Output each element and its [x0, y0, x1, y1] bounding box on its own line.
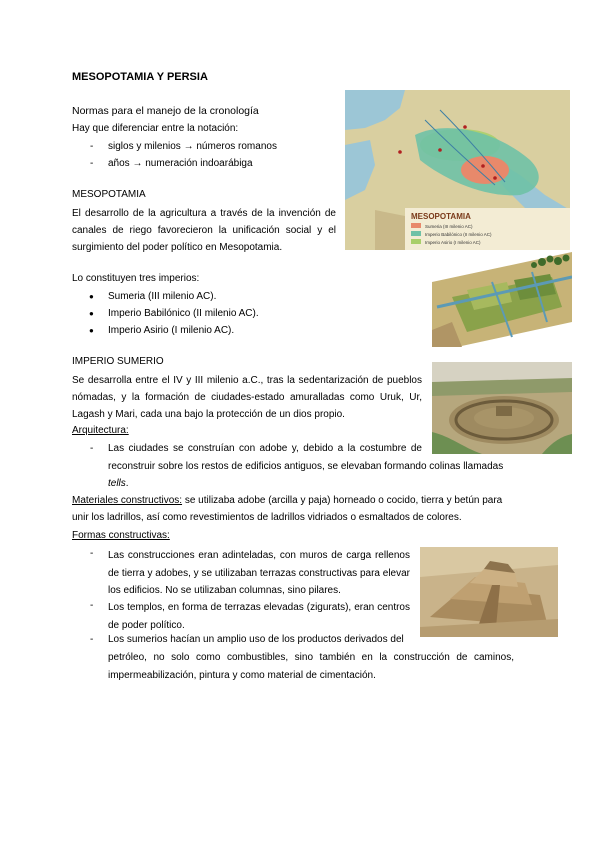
list-item: Las construcciones eran adinteladas, con muros de carga rellenos de tierra y adobes, y se utilizaban terrazas constructivas para elevar los edificios. No se utilizaban columnas, sino pilares.: [108, 550, 410, 596]
list-dash: -: [90, 634, 94, 645]
list-dash: -: [90, 600, 94, 611]
irrigation-canals-illustration: [432, 252, 572, 347]
forms-item3-line1: Los sumerios hacían un amplio uso de los productos derivados del: [108, 634, 404, 645]
forms-item3-line3: impermeabilización, pintura y como material de cimentación.: [108, 670, 376, 681]
materials-label: Materiales constructivos:: [72, 495, 183, 506]
map-label: MESOPOTAMIA: [411, 212, 471, 221]
map-legend-item: Sumeria (III milenio AC): [425, 224, 473, 229]
list-dot: ●: [89, 326, 94, 335]
list-item: siglos y milenios → números romanos: [108, 141, 277, 152]
list-dash: -: [90, 548, 94, 559]
materials-text-line1: se utilizaba adobe (arcilla y paja) horneado o cocido, tierra y betún para: [182, 495, 503, 506]
list-item: años → numeración indoarábiga: [108, 158, 253, 169]
term-tells: tells: [108, 478, 126, 489]
list-dash: -: [90, 141, 94, 152]
norms-intro: Hay que diferenciar entre la notación:: [72, 123, 239, 134]
list-item: Los templos, en forma de terrazas elevadas (zigurats), eran centros de poder político.: [108, 602, 410, 631]
architecture-heading: Arquitectura:: [72, 425, 129, 436]
section-heading-sumer: IMPERIO SUMERIO: [72, 356, 164, 367]
list-dash: -: [90, 158, 94, 169]
norms-heading: Normas para el manejo de la cronología: [72, 105, 259, 117]
forms-item3-line2: petróleo, no solo como combustibles, sino también en la construcción de caminos,: [108, 652, 514, 663]
architecture-item-line1: Las ciudades se construían con adobe y, debido a la costumbre de: [108, 443, 422, 454]
list-item: Imperio Asirio (I milenio AC).: [108, 325, 235, 336]
materials-text-line2: unir los ladrillos, así como revestimientos de ladrillos vidriados o esmaltados de colores.: [72, 512, 462, 523]
architecture-item-line2: reconstruir sobre los restos de edificios antiguos, se elevaban formando colinas llamadas: [108, 461, 504, 472]
sentence-end: .: [125, 478, 129, 489]
ziggurat-illustration: [420, 547, 558, 637]
mesopotamia-map: [345, 90, 570, 250]
forms-heading: Formas constructivas:: [72, 530, 170, 541]
list-dot: ●: [89, 309, 94, 318]
empires-intro: Lo constituyen tres imperios:: [72, 273, 200, 284]
list-dash: -: [90, 443, 94, 454]
walled-city-illustration: [432, 362, 572, 454]
sumer-paragraph: Se desarrolla entre el IV y III milenio a.C., tras la sedentarización de pueblos nómadas, y la formación de ciudades-estado amuralladas como Uruk, Ur, Lagash y Mari, cada una bajo la protección de un dios propio.: [72, 375, 422, 420]
page-title: MESOPOTAMIA Y PERSIA: [72, 71, 208, 83]
section-heading-mesopotamia: MESOPOTAMIA: [72, 189, 146, 200]
list-item: Sumeria (III milenio AC).: [108, 291, 217, 302]
list-dot: ●: [89, 292, 94, 301]
map-legend-item: Imperio Babilónico (II milenio AC): [425, 232, 492, 237]
list-item: Imperio Babilónico (II milenio AC).: [108, 308, 259, 319]
mesopotamia-paragraph: El desarrollo de la agricultura a través de la invención de canales de riego favorecieron la unificación social y el surgimiento del poder político en Mesopotamia.: [72, 208, 336, 253]
map-legend-item: Imperio Asirio (I milenio AC): [425, 240, 481, 245]
